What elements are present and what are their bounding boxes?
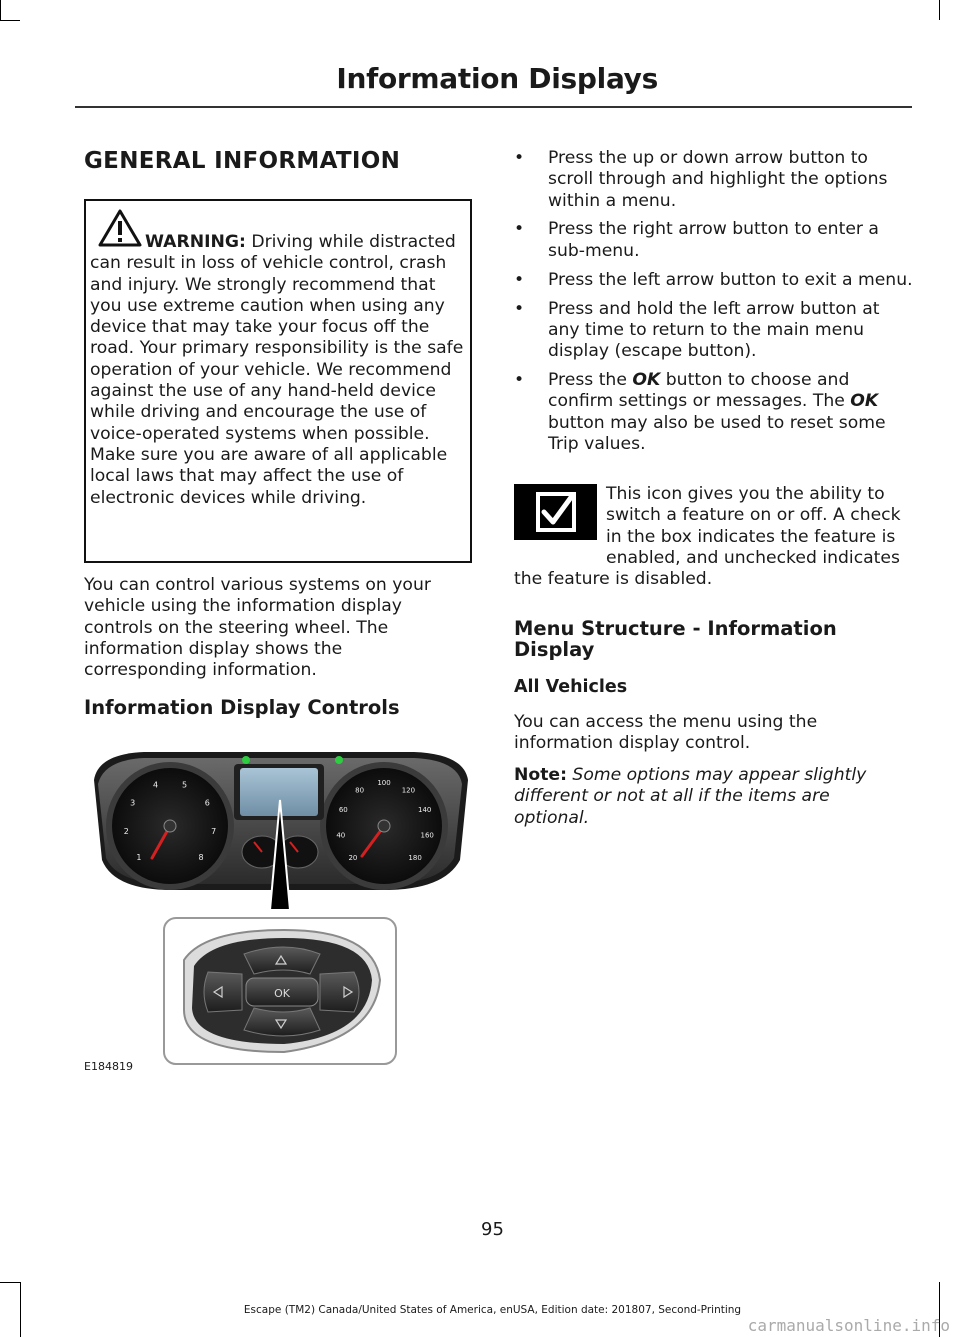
tachometer-tick-label: 7: [211, 826, 217, 836]
bullet-dot: •: [514, 148, 525, 168]
tachometer-tick-label: 5: [181, 780, 188, 790]
speedometer-tick-label: 60: [338, 806, 348, 815]
speedometer-tick-label: 100: [377, 779, 391, 787]
note-text: Some options may appear slightly different or not at all if the items are optional.: [514, 765, 867, 828]
footer-edition-info: Escape (TM2) Canada/United States of America, enUSA, Edition date: 201807, Second-Printing: [243, 1304, 742, 1316]
bullet-text: Press the up or down arrow button to scroll through and highlight the options within a menu.: [548, 148, 888, 211]
ok-emphasis: OK: [632, 370, 661, 391]
bullet-text: Press the left arrow button to exit a menu.: [548, 269, 913, 290]
ok-button-label: OK: [274, 987, 290, 1000]
tachometer-tick-label: 1: [136, 853, 142, 863]
check-icon-text: This icon gives you the ability to switch a feature on or off. A check in the box indicates the feature is enabled, and unchecked indicates the feature is disabled.: [514, 484, 901, 590]
controls-heading: Information Display Controls: [84, 696, 400, 719]
tachometer-tick-label: 6: [204, 798, 210, 808]
header-rule: [75, 106, 912, 108]
bullet-item: [514, 270, 914, 291]
tachometer-tick-label: 4: [152, 780, 159, 790]
speedometer-tick-label: 180: [408, 854, 422, 863]
speedometer-tick-label: 160: [420, 831, 434, 840]
figure-id: E184819: [84, 1060, 133, 1073]
bullet-text: button to choose and confirm settings or messages. The: [548, 370, 851, 412]
bullet-text: Press and hold the left arrow button at any time to return to the main menu display (escape button).: [548, 298, 880, 362]
bullet-text: button may also be used to reset some Trip values.: [548, 412, 886, 454]
access-paragraph: You can access the menu using the information display control.: [514, 712, 818, 754]
bullet-dot: •: [514, 370, 525, 391]
watermark: carmanualsonline.info: [747, 1316, 950, 1335]
running-header-title: Information Displays: [336, 62, 658, 95]
warning-text: [90, 232, 466, 509]
bullet-item: [514, 299, 914, 363]
bullet-item: [514, 370, 914, 455]
instrument-cluster-figure: [84, 740, 472, 1080]
intro-paragraph: You can control various systems on your vehicle using the information display controls on the steering wheel. The information display shows the corresponding information.: [84, 575, 431, 681]
speedometer-tick-label: 40: [336, 831, 346, 840]
warning-body: Driving while distracted can result in loss of vehicle control, crash and injury. We strongly recommend that you use extreme caution when using any device that may take your focus off the road. Your primary responsibility is the safe operation of your vehicle. We recommend against the use of any hand-held device while driving and encourage the use of voice-operated systems when possible. Make sure you are aware of all applicable local laws that may affect the use of electronic devices while driving.: [90, 232, 464, 508]
ok-emphasis: OK: [850, 391, 879, 412]
tachometer-tick-label: 2: [123, 826, 129, 836]
bullet-item: [514, 148, 914, 212]
bullet-text: Press the: [548, 370, 633, 391]
all-vehicles-heading: All Vehicles: [514, 677, 628, 697]
menu-structure-heading: Menu Structure - Information Display: [514, 617, 837, 661]
tachometer-tick-label: 3: [130, 798, 136, 808]
crop-mark-top-right: [939, 0, 940, 20]
bullet-text: Press the right arrow button to enter a sub-menu.: [548, 219, 879, 261]
bullet-item: [514, 219, 914, 262]
bullet-dot: •: [514, 219, 525, 240]
crop-mark-top-left-h: [0, 20, 20, 21]
note-paragraph: [514, 765, 904, 829]
speedometer-tick-label: 140: [418, 806, 432, 815]
bullet-list: [514, 148, 914, 463]
crop-mark-bottom-left: [0, 1282, 20, 1283]
check-icon-paragraph: [514, 484, 906, 590]
page-number: 95: [481, 1219, 504, 1240]
speedometer-tick-label: 20: [348, 854, 358, 863]
tachometer-tick-label: 8: [198, 853, 204, 863]
crop-mark-top-left: [0, 0, 1, 20]
note-label: Note:: [514, 765, 567, 785]
speedometer-tick-label: 120: [401, 786, 416, 795]
section-title: GENERAL INFORMATION: [84, 148, 401, 174]
warning-label: WARNING:: [145, 232, 246, 252]
speedometer-tick-label: 80: [355, 786, 365, 795]
bullet-dot: •: [514, 298, 525, 319]
bullet-dot: •: [514, 269, 525, 290]
